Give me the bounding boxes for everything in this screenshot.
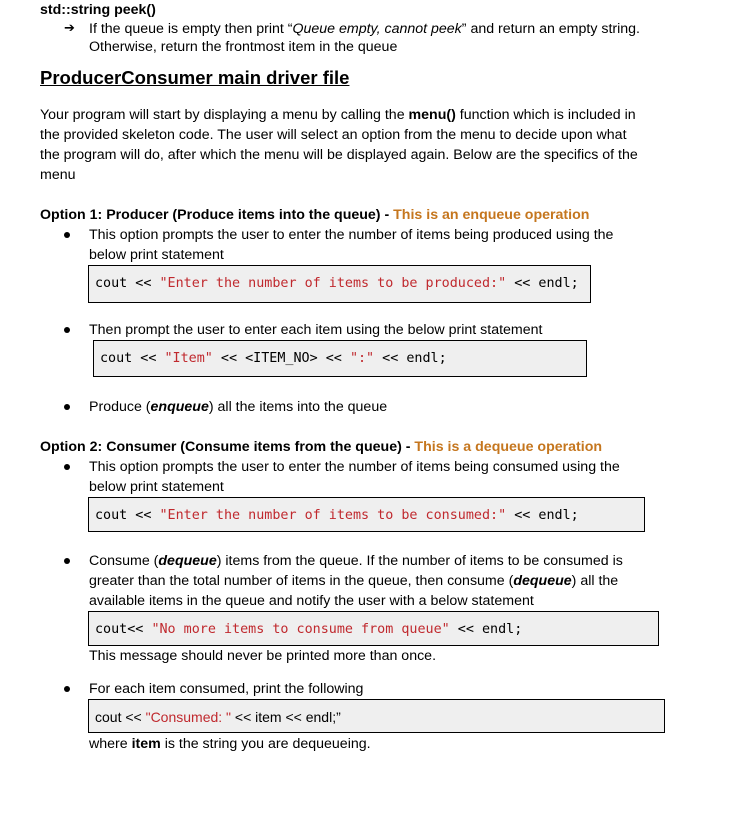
code-string: "Enter the number of items to be produced:" [159,276,507,291]
driver-p1-bold: menu() [408,107,456,123]
option1-code-item [93,340,587,377]
option2-b1-line1: This option prompts the user to enter the number of items being consumed using the [89,459,620,475]
code-text: << endl; [506,508,579,523]
option2-code-no-more [88,611,659,646]
option2-code-consumed-item [88,699,665,733]
option2-b2-c: ) items from the queue. If the number of items to be consumed is [216,553,623,569]
code-string: "Enter the number of items to be consumed:" [159,508,507,523]
option2-b2-l2-bold: dequeue [513,573,572,589]
option2-code-consumed [88,497,645,532]
option1-b3-bold: enqueue [150,399,209,415]
code-string: "Consumed: " [145,709,232,725]
code-text: cout << [100,351,165,366]
option2-b2-bold: dequeue [158,553,217,569]
option1-b3-a: Produce ( [89,399,151,415]
code-text: << endl; [374,351,447,366]
peek-desc-text-a: If the queue is empty then print “ [89,21,293,37]
code-text: cout << [95,508,160,523]
option1-heading [40,205,589,225]
where-bold: item [131,736,161,752]
code-text: cout<< [95,622,152,637]
where-a: where [89,736,132,752]
driver-para-line2: the provided skeleton code. The user will select an option from the menu to decide upon what [40,127,627,143]
code-text: cout << [95,709,146,725]
option2-b2-a: Consume ( [89,553,159,569]
option2-b3: For each item consumed, print the following [89,681,364,697]
option2-b2-l2-c: ) all the [571,573,619,589]
option2-where [89,734,371,754]
option2-b2-l2-a: greater than the total number of items in the queue, then consume ( [89,573,514,589]
peek-desc-italic: Queue empty, cannot peek [292,21,462,37]
bullet-icon [64,686,70,692]
peek-desc-line2: Otherwise, return the frontmost item in the queue [89,39,398,55]
bullet-icon [64,404,70,410]
option2-tag: This is a dequeue operation [414,439,603,455]
option1-code-produced [88,265,591,303]
option1-tag: This is an enqueue operation [393,207,590,223]
code-text: << endl; [506,276,579,291]
option2-b2-line3: available items in the queue and notify the user with a below statement [89,593,534,609]
option2-b2-line1 [89,551,623,571]
option1-b3-c: ) all the items into the queue [208,399,388,415]
code-text: << <ITEM_NO> << [212,351,350,366]
bullet-icon [64,327,70,333]
bullet-icon [64,464,70,470]
peek-desc-text-c: ” and return an empty string. [461,21,640,37]
driver-p1-a: Your program will start by displaying a menu by calling the [40,107,409,123]
code-string: ":" [349,351,375,366]
option1-b3 [89,397,387,417]
option2-b1-line2: below print statement [89,479,224,495]
option1-b1-line2: below print statement [89,247,224,263]
driver-p1-c: function which is included in [455,107,636,123]
code-text: << item << endl;” [231,709,341,725]
peek-heading: std::string peek() [40,2,156,18]
option1-b2: Then prompt the user to enter each item using the below print statement [89,322,543,338]
driver-title: ProducerConsumer main driver file [40,67,350,88]
option1-b1-line1: This option prompts the user to enter the number of items being produced using the [89,227,614,243]
peek-desc-line1 [89,19,640,39]
driver-para-line1 [40,105,636,125]
option2-b2-line2 [89,571,618,591]
code-string: "No more items to consume from queue" [151,622,450,637]
arrow-right-icon: ➔ [64,21,75,36]
driver-para-line4: menu [40,167,76,183]
code-text: << endl; [449,622,523,637]
code-text: cout << [95,276,160,291]
bullet-icon [64,232,70,238]
code-string: "Item" [164,351,213,366]
option1-heading-text: Option 1: Producer (Produce items into the queue) - [40,207,394,223]
driver-para-line3: the program will do, after which the menu will be displayed again. Below are the specifics of the [40,147,638,163]
option2-heading [40,437,602,457]
option2-heading-text: Option 2: Consumer (Consume items from the queue) - [40,439,415,455]
bullet-icon [64,558,70,564]
where-c: is the string you are dequeueing. [160,736,371,752]
option2-note: This message should never be printed more than once. [89,648,437,664]
